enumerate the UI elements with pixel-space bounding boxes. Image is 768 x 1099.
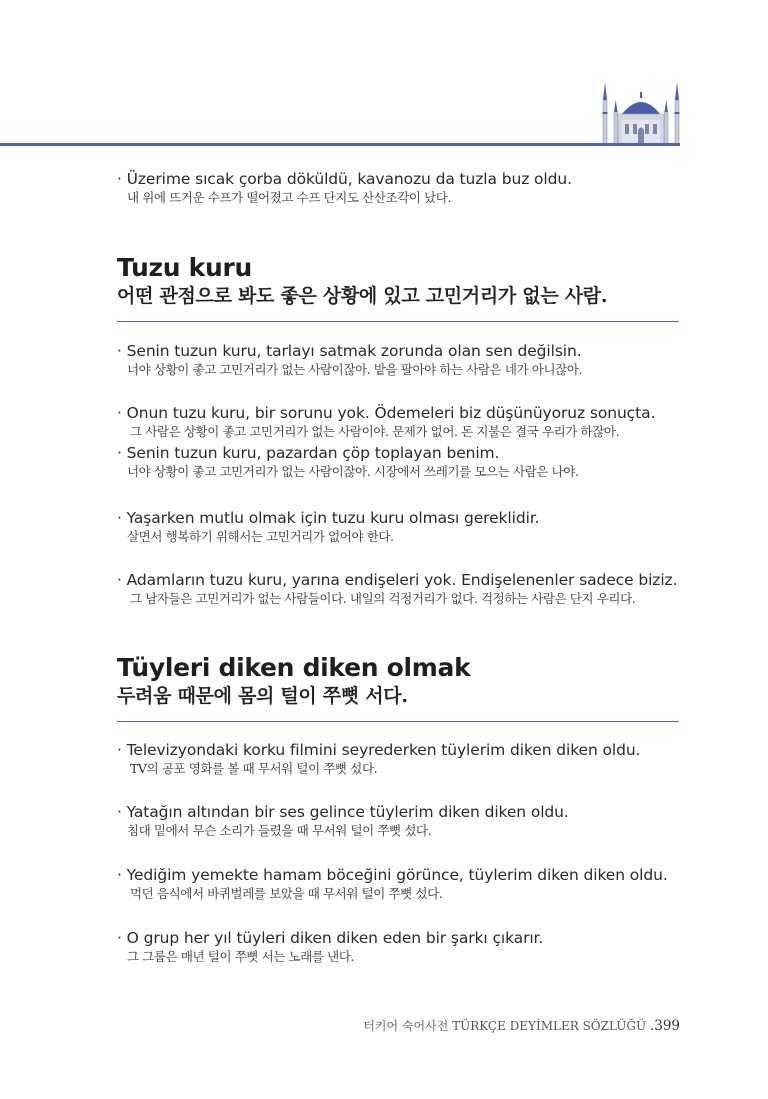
- header-rule: [0, 143, 680, 146]
- page-number: .399: [649, 1018, 680, 1034]
- idiom-title: Tüyleri diken diken olmak: [117, 653, 471, 682]
- example-item: [117, 803, 697, 839]
- example-item: [117, 866, 697, 902]
- idiom-meaning: 어떤 관점으로 봐도 좋은 상황에 있고 고민거리가 없는 사람.: [117, 285, 608, 307]
- example-korean: TV의 공포 영화를 볼 때 무서워 털이 쭈뼛 섰다.: [130, 761, 378, 776]
- example-item: [117, 929, 697, 965]
- example-korean: 너야 상황이 좋고 고민거리가 없는 사람이잖아. 밭을 팔아야 하는 사람은 네가 아니잖아.: [127, 362, 583, 377]
- example-turkish: · Üzerime sıcak çorba döküldü, kavanozu da tuzla buz oldu.: [117, 170, 572, 188]
- example-turkish: · Senin tuzun kuru, tarlayı satmak zorunda olan sen değilsin.: [117, 342, 582, 360]
- example-item: [117, 571, 697, 607]
- example-turkish: · Yaşarken mutlu olmak için tuzu kuru olması gereklidir.: [117, 509, 540, 527]
- example-item: [117, 741, 697, 777]
- example-korean: 그 남자들은 고민거리가 없는 사람들이다. 내일의 걱정거리가 없다. 걱정하는 사람은 단지 우리다.: [130, 591, 636, 606]
- example-korean: 그 그룹은 매년 털이 쭈뼛 서는 노래를 낸다.: [127, 949, 355, 964]
- idiom-meaning: 두려움 때문에 몸의 털이 쭈뼛 서다.: [117, 685, 408, 707]
- page-footer: [363, 1017, 680, 1034]
- example-item: [117, 444, 697, 480]
- example-korean: 너야 상황이 좋고 고민거리가 없는 사람이잖아. 시장에서 쓰레기를 모으는 사람은 나야.: [127, 464, 579, 479]
- example-turkish: · Yediğim yemekte hamam böceğini görünce, tüylerim diken diken oldu.: [117, 866, 668, 884]
- example-item: [117, 509, 697, 545]
- example-item: [117, 342, 697, 378]
- example-turkish: · Adamların tuzu kuru, yarına endişeleri yok. Endişelenenler sadece biziz.: [117, 571, 678, 589]
- section-rule: [117, 721, 679, 722]
- idiom-title: Tuzu kuru: [117, 253, 253, 282]
- mosque-illustration: [600, 78, 682, 146]
- book-title: 터키어 숙어사전 TÜRKÇE DEYİMLER SÖZLÜĞÜ: [363, 1019, 647, 1033]
- example-turkish: · Yatağın altından bir ses gelince tüylerim diken diken oldu.: [117, 803, 569, 821]
- example-korean: 먹던 음식에서 바퀴벌레를 보았을 때 무서워 털이 쭈뼛 섰다.: [130, 886, 443, 901]
- example-turkish: · Onun tuzu kuru, bir sorunu yok. Ödemeleri biz düşünüyoruz sonuçta.: [117, 404, 656, 422]
- example-korean: 그 사람은 상황이 좋고 고민거리가 없는 사람이야. 문제가 없어. 돈 지불은 결국 우리가 하잖아.: [130, 424, 620, 439]
- example-turkish: · O grup her yıl tüyleri diken diken eden bir şarkı çıkarır.: [117, 929, 544, 947]
- example-item: [117, 404, 697, 440]
- example-korean: 내 위에 뜨거운 수프가 떨어졌고 수프 단지도 산산조각이 났다.: [127, 190, 452, 205]
- example-korean: 침대 밑에서 무슨 소리가 들렸을 때 무서워 털이 쭈뼛 섰다.: [127, 823, 432, 838]
- example-item: [117, 170, 697, 206]
- example-turkish: · Televizyondaki korku filmini seyrederken tüylerim diken diken oldu.: [117, 741, 641, 759]
- example-turkish: · Senin tuzun kuru, pazardan çöp toplayan benim.: [117, 444, 500, 462]
- example-korean: 살면서 행복하기 위해서는 고민거리가 없어야 한다.: [127, 529, 394, 544]
- section-rule: [117, 321, 679, 322]
